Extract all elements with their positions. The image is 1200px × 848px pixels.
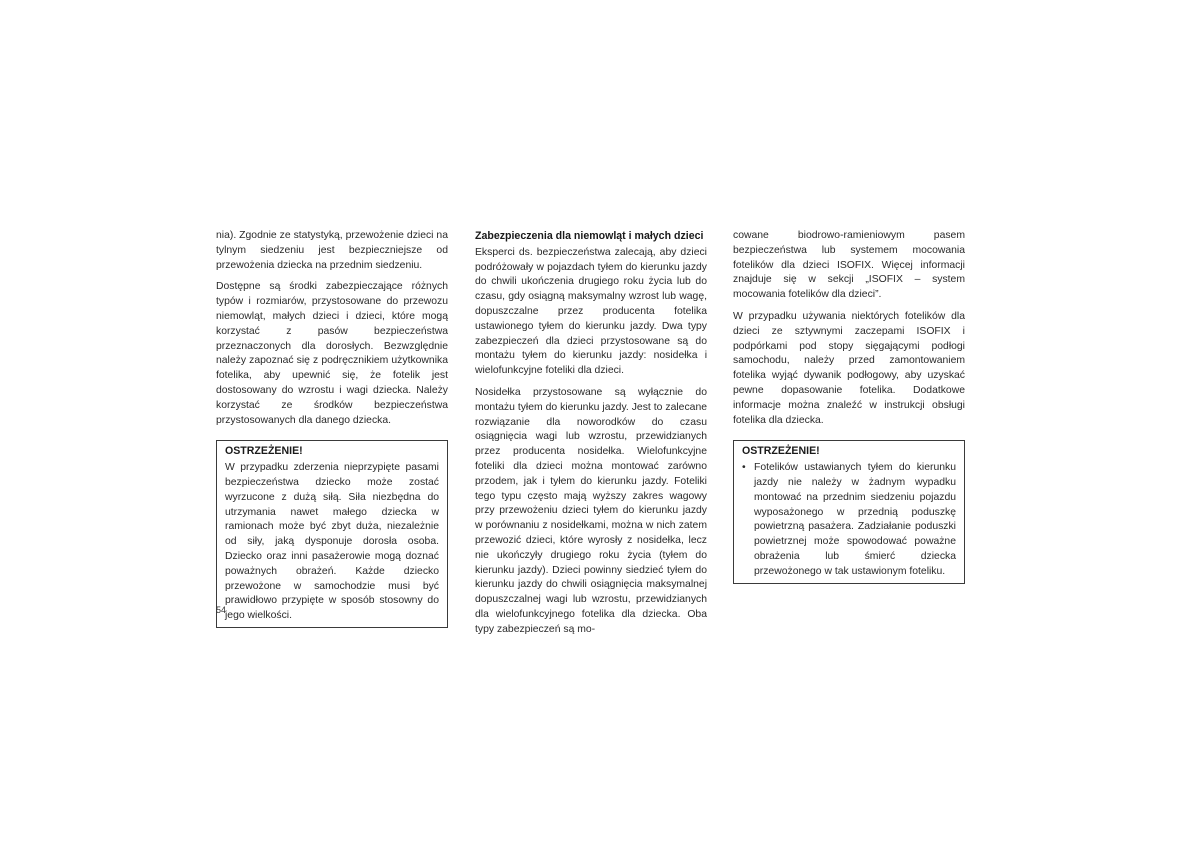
warning-list (742, 461, 956, 579)
page-number: 54 (216, 605, 227, 615)
warning-text: W przypadku zderzenia nieprzypięte pasami bezpieczeństwa dziecko może zostać wyrzucone z dużą siłą. Siła niezbędna do utrzymania nawet małego dziecka w ramionach może być zbyt duża, niezależnie od siły, jaką dysponuje dorosła osoba. Dziecko oraz inni pasażerowie mogą doznać poważnych obrażeń. Każde dziecko przewożone w samochodzie musi być prawidłowo przypięte w sposób stosowny do jego wielkości. (225, 462, 439, 622)
paragraph: Dostępne są środki zabezpieczające różnych typów i rozmiarów, przystosowane do przewozu niemowląt, małych dzieci i dzieci, które mogą korzystać z pasów bezpieczeństwa przeznaczonych dla dorosłych. Bezwzględnie należy zapoznać się z podręcznikiem użytkownika fotelika, aby upewnić się, że fotelik jest dostosowany do wzrostu i wagi dziecka. Należy korzystać ze środków bezpieczeństwa przystosowanych dla danego dziecka. (216, 281, 448, 426)
column-middle (475, 229, 707, 645)
column-left (216, 229, 448, 628)
section-heading: Zabezpieczenia dla niemowląt i małych dzieci (475, 230, 704, 242)
warning-box (216, 440, 448, 628)
bullet-icon: • (742, 462, 746, 474)
column-right (733, 229, 965, 584)
paragraph: W przypadku używania niektórych fotelików dla dzieci ze sztywnymi zaczepami ISOFIX i podpórkami pod stopy sięgającymi podłogi samochodu, należy przed zamontowaniem fotelika wyjąć dywanik podłogowy, aby uzyskać pewne dopasowanie fotelika. Dodatkowe informacje można znaleźć w instrukcji obsługi fotelika dla dziecka. (733, 310, 965, 426)
paragraph: nia). Zgodnie ze statystyką, przewożenie dzieci na tylnym siedzeniu jest bezpieczniejsze od przewożenia dziecka na przednim siedzeniu. (216, 230, 448, 271)
warning-title: OSTRZEŻENIE! (225, 445, 303, 458)
warning-item-text: Fotelików ustawianych tyłem do kierunku jazdy nie należy w żadnym wypadku montować na przednim siedzeniu pojazdu wyposażonego w przednią poduszkę powietrzną pasażera. Zadziałanie poduszki powietrznej może spowodować poważne obrażenia lub śmierć dziecka przewożonego w tak ustawionym foteliku. (754, 462, 956, 577)
warning-box (733, 440, 965, 583)
paragraph: cowane biodrowo-ramieniowym pasem bezpieczeństwa lub systemem mocowania fotelików dla dzieci ISOFIX. Więcej informacji znajduje się w sekcji „ISOFIX – system mocowania fotelików dla dzieci”. (733, 230, 965, 301)
paragraph: Nosidełka przystosowane są wyłącznie do montażu tyłem do kierunku jazdy. Jest to zalecane rozwiązanie dla noworodków do czasu osiągnięcia wagi lub wzrostu, przewidzianych przez producenta nosidełka. Wielofunkcyjne foteliki dla dzieci można montować zarówno przodem, jak i tyłem do kierunku jazdy. Foteliki tego typu często mają wyższy zakres wagowy przy przewożeniu dzieci tyłem do kierunku jazdy w porównaniu z nosidełkami, można w nich zatem przewozić dzieci, które wyrosły z nosidełka, lecz nie ukończyły drugiego roku życia (tyłem do kierunku jazdy). Dzieci powinny siedzieć tyłem do kierunku jazdy do chwili osiągnięcia maksymalnej dopuszczalnej wagi lub wzrostu, przewidzianych dla wielofunkcyjnego fotelika dla dziecka. Oba typy zabezpieczeń są mo- (475, 386, 707, 635)
warning-title: OSTRZEŻENIE! (742, 445, 820, 458)
warning-list-item (742, 461, 956, 579)
paragraph: Eksperci ds. bezpieczeństwa zalecają, aby dzieci podróżowały w pojazdach tyłem do kierunku jazdy do chwili ukończenia drugiego roku życia lub do czasu, gdy osiągną maksymalny wzrost lub wagę, dopuszczalne przez producenta fotelika ustawionego tyłem do kierunku jazdy. Dwa typy zabezpieczeń dla dzieci przystosowane są do montażu tyłem do kierunku jazdy: nosidełka i wielofunkcyjne foteliki dla dzieci. (475, 246, 707, 377)
